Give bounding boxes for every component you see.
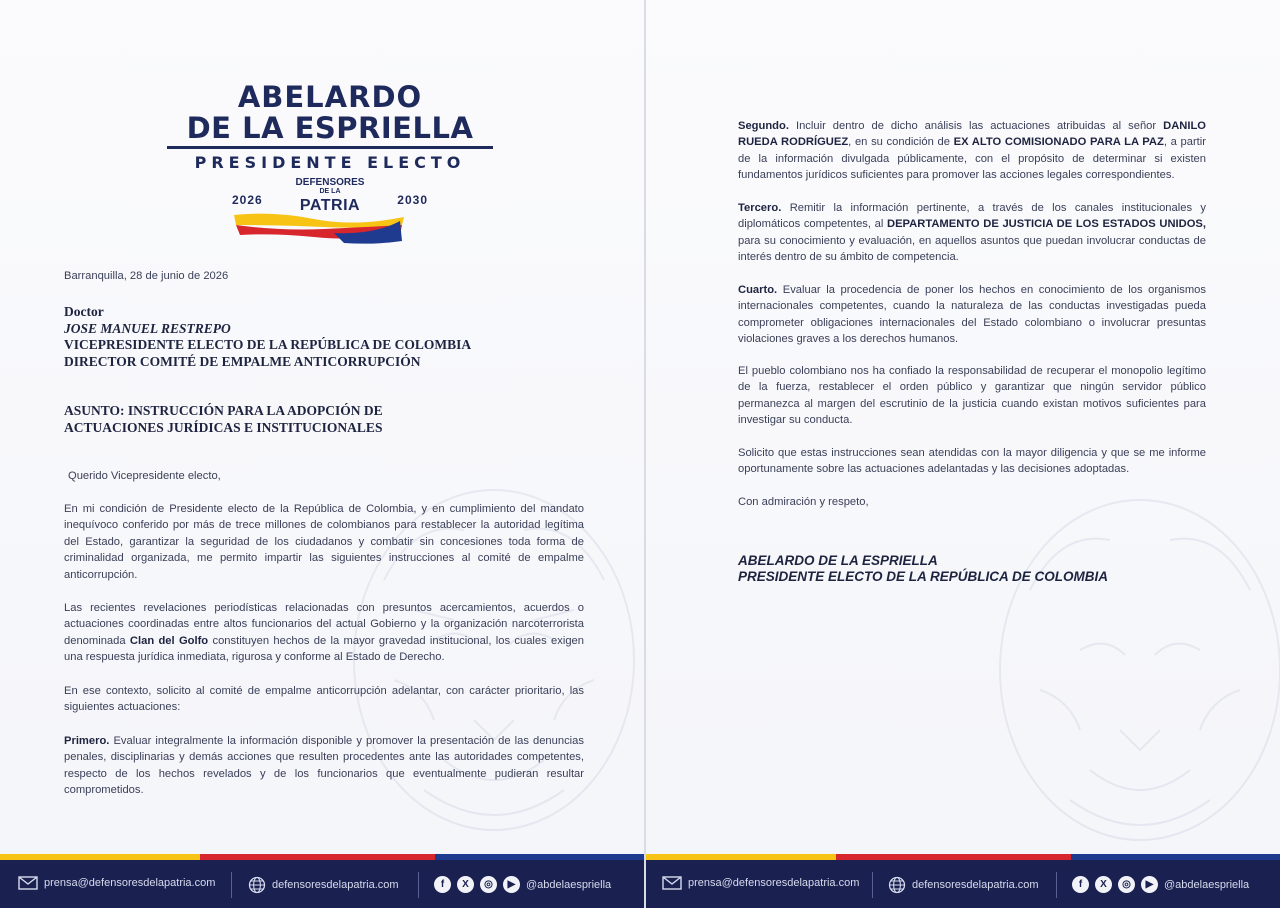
recipient-role-2: DIRECTOR COMITÉ DE EMPALME ANTICORRUPCIÓN (64, 353, 421, 369)
tercero-entity: DEPARTAMENTO DE JUSTICIA DE LOS ESTADOS UNIDOS, (887, 218, 1206, 231)
mail-icon (18, 876, 38, 890)
footer-separator (872, 872, 873, 898)
segundo-role: EX ALTO COMISIONADO PARA LA PAZ (953, 136, 1164, 149)
campaign-logo (160, 82, 500, 251)
recipient-block (64, 304, 471, 370)
x-icon[interactable]: X (457, 876, 474, 893)
footer-email[interactable] (662, 876, 859, 890)
paragraph-cuarto (738, 282, 1206, 348)
subject-line-2: ACTUACIONES JURÍDICAS E INSTITUCIONALES (64, 420, 383, 435)
segundo-text-c: , en su condición de (848, 136, 954, 149)
primero-label: Primero. (64, 735, 110, 747)
footer-website-text: defensoresdelapatria.com (912, 879, 1039, 891)
tercero-text-a: Remitir la información pertinente, a través de los canales institucionales y diplomáticos competentes, al (738, 202, 1206, 231)
cuarto-label: Cuarto. (738, 284, 778, 296)
footer-separator (231, 872, 232, 898)
footer-handle[interactable]: @abdelaespriella (526, 878, 612, 891)
recipient-title: Doctor (64, 304, 104, 319)
footer-website-text: defensoresdelapatria.com (272, 879, 399, 891)
segundo-text-e: , a partir de la información divulgada públicamente, con el propósito de determinar si existen fundamentos jurídicos suficientes para promover las acciones legales correspondientes. (738, 136, 1206, 182)
logo-name-line2: DE LA ESPRIELLA (186, 111, 474, 145)
footer-separator (1056, 872, 1057, 898)
cuarto-text: Evaluar la procedencia de poner los hechos en conocimiento de los organismos internacionales competentes, cuando la naturaleza de las conductas investigadas pueda comprometer obligaciones internacionales del Estado colombiano o involucrar presuntas violaciones graves a los derechos humanos. (738, 284, 1206, 346)
footer-website[interactable] (248, 876, 399, 894)
primero-text: Evaluar integralmente la información disponible y promover la presentación de las denuncias penales, disciplinarias y demás acciones que resulten procedentes ante las autoridades competentes, respecto de los hechos revelados y de los funcionarios que eventualmente pudieran resultar comprometidos. (64, 735, 584, 797)
footer-separator (418, 872, 419, 898)
badge-main-text: PATRIA (299, 197, 361, 214)
segundo-label: Segundo. (738, 120, 789, 132)
signature-name: ABELARDO DE LA ESPRIELLA (738, 553, 938, 568)
footer-bar-2 (646, 860, 1280, 908)
youtube-icon[interactable]: ▶ (503, 876, 520, 893)
footer-social (1072, 876, 1249, 893)
recipient-name: JOSE MANUEL RESTREPO (64, 320, 231, 336)
colombia-flag-ribbon-icon (234, 211, 404, 245)
x-icon[interactable]: X (1095, 876, 1112, 893)
tiger-watermark-icon (970, 470, 1280, 870)
signature-title: PRESIDENTE ELECTO DE LA REPÚBLICA DE COLOMBIA (738, 569, 1109, 584)
footer-email[interactable] (18, 876, 215, 890)
badge-year-start: 2026 (232, 193, 263, 207)
footer-website[interactable] (888, 876, 1039, 894)
tercero-label: Tercero. (738, 202, 782, 214)
paragraph-request: Solicito que estas instrucciones sean atendidas con la mayor diligencia y que se me informe oportunamente sobre las actuaciones adelantadas y las decisiones adoptadas. (738, 447, 1206, 476)
tercero-text-c: para su conocimiento y evaluación, en aquellos asuntos que puedan involucrar conductas de interés dentro de su ámbito de competencia. (738, 234, 1206, 264)
defensores-badge (230, 177, 430, 251)
footer-email-text: prensa@defensoresdelapatria.com (44, 877, 216, 889)
youtube-icon[interactable]: ▶ (1141, 876, 1158, 893)
facebook-icon[interactable]: f (434, 876, 451, 893)
logo-divider (167, 146, 493, 149)
footer-bar-1 (0, 860, 644, 908)
para2-text-c: constituyen hechos de la mayor gravedad institucional, los cuales exigen una respuesta jurídica inmediata, rigurosa y conforme al Estado de Derecho. (64, 634, 585, 664)
badge-top-text: DEFENSORES (295, 177, 365, 188)
paragraph-segundo (738, 118, 1206, 184)
segundo-person: DANILO RUEDA RODRÍGUEZ (738, 120, 1206, 149)
badge-year-end: 2030 (397, 193, 428, 207)
logo-subtitle: PRESIDENTE ELECTO (194, 153, 466, 172)
signature-block (738, 553, 1108, 585)
letter-date: Barranquilla, 28 de junio de 2026 (64, 270, 229, 282)
para2-highlight: Clan del Golfo (129, 634, 209, 647)
greeting: Querido Vicepresidente electo, (68, 470, 221, 482)
footer-email-text: prensa@defensoresdelapatria.com (688, 877, 860, 889)
subject-block (64, 402, 383, 436)
globe-icon (888, 876, 906, 894)
recipient-role-1: VICEPRESIDENTE ELECTO DE LA REPÚBLICA DE COLOMBIA (64, 337, 472, 352)
para2-text-a: Las recientes revelaciones periodísticas relacionadas con presuntos acercamientos, acuerdos o actuaciones coordinadas entre altos funcionarios del actual Gobierno y la organización narcoterrorista denominada (64, 602, 584, 647)
badge-mid-text: DE LA (319, 188, 341, 195)
paragraph-context: En ese contexto, solicito al comité de empalme anticorrupción adelantar, con carácter prioritario, las siguientes actuaciones: (64, 685, 584, 714)
closing-salutation: Con admiración y respeto, (738, 496, 869, 508)
paragraph-primero (64, 733, 584, 799)
segundo-text-a: Incluir dentro de dicho análisis las actuaciones atribuidas al señor (788, 120, 1164, 132)
facebook-icon[interactable]: f (1072, 876, 1089, 893)
instagram-icon[interactable]: ◎ (480, 876, 497, 893)
globe-icon (248, 876, 266, 894)
paragraph-tercero (738, 200, 1206, 266)
logo-name-line1: ABELARDO (237, 80, 423, 114)
footer-social (434, 876, 611, 893)
paragraph-mandate: En mi condición de Presidente electo de la República de Colombia, y en cumplimiento del mandato inequívoco conferido por más de trece millones de colombianos para restablecer la autoridad legítima del Estado, garantizar la seguridad de los ciudadanos y combatir sin concesiones toda forma de criminalidad organizada, me permito impartir las siguientes instrucciones al comité de empalme anticorrupción. (64, 503, 584, 581)
paragraph-mandate-closing: El pueblo colombiano nos ha confiado la responsabilidad de recuperar el monopolio legítimo de la fuerza, restablecer el orden público y garantizar que ningún servidor público permanezca al margen del escrutinio de la justicia cuando existan motivos suficientes para investigar su conducta. (738, 365, 1206, 427)
instagram-icon[interactable]: ◎ (1118, 876, 1135, 893)
mail-icon (662, 876, 682, 890)
footer-handle[interactable]: @abdelaespriella (1164, 878, 1250, 891)
paragraph-revelations (64, 600, 584, 666)
subject-line-1: ASUNTO: INSTRUCCIÓN PARA LA ADOPCIÓN DE (64, 403, 383, 418)
